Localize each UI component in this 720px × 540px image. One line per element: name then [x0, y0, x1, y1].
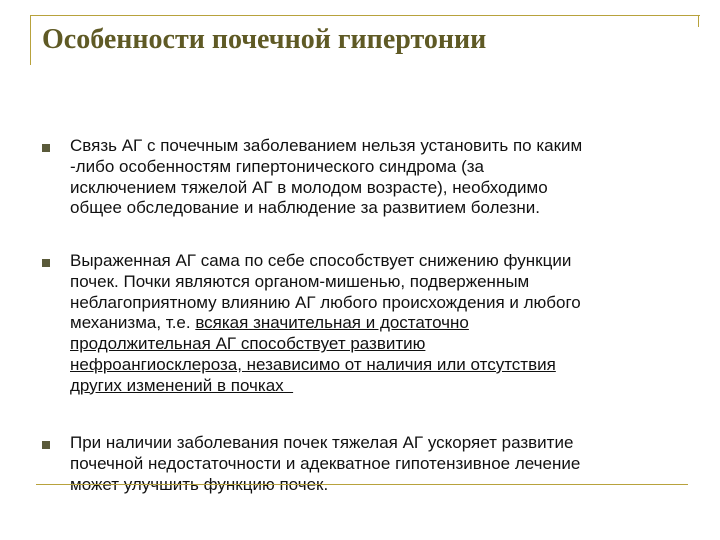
- square-bullet-icon: [42, 441, 50, 449]
- bullet-text-3: [70, 433, 682, 495]
- slide-title: Особенности почечной гипертонии: [42, 24, 487, 55]
- underlined-text-span: всякая значительная и достаточно: [195, 313, 469, 333]
- bullet-text-1: [70, 136, 682, 219]
- text-line: почечной недостаточности и адекватное гипотензивное лечение: [70, 453, 581, 473]
- frame-right-tick: [698, 15, 699, 27]
- text-line: При наличии заболевания почек тяжелая АГ ускоряет развитие: [70, 433, 574, 452]
- text-line: общее обследование и наблюдение за развитием болезни.: [70, 198, 540, 218]
- square-bullet-icon: [42, 259, 50, 267]
- text-line: почек. Почки являются органом-мишенью, подверженным: [70, 271, 530, 291]
- frame-top-line: [30, 15, 700, 16]
- underlined-text-line: других изменений в почках: [70, 375, 294, 395]
- text-line: неблагоприятному влиянию АГ любого происхождения и любого: [70, 292, 581, 312]
- frame-left-line: [30, 15, 31, 65]
- text-line: может улучшить функцию почек.: [70, 474, 329, 494]
- text-line: Выраженная АГ сама по себе способствует снижению функции: [70, 251, 572, 270]
- square-bullet-icon: [42, 144, 50, 152]
- text-span: механизма, т.е.: [70, 313, 196, 333]
- text-line: Связь АГ с почечным заболеванием нельзя установить по каким: [70, 136, 583, 155]
- bullet-text-2: [70, 251, 682, 397]
- bottom-divider: [36, 484, 688, 485]
- underlined-text-line: нефроангиосклероза, независимо от наличия или отсутствия: [70, 354, 556, 374]
- text-line: исключением тяжелой АГ в молодом возрасте), необходимо: [70, 177, 548, 197]
- text-line: [70, 313, 682, 334]
- text-line: -либо особенностям гипертонического синдрома (за: [70, 156, 484, 176]
- underlined-text-line: продолжительная АГ способствует развитию: [70, 334, 426, 354]
